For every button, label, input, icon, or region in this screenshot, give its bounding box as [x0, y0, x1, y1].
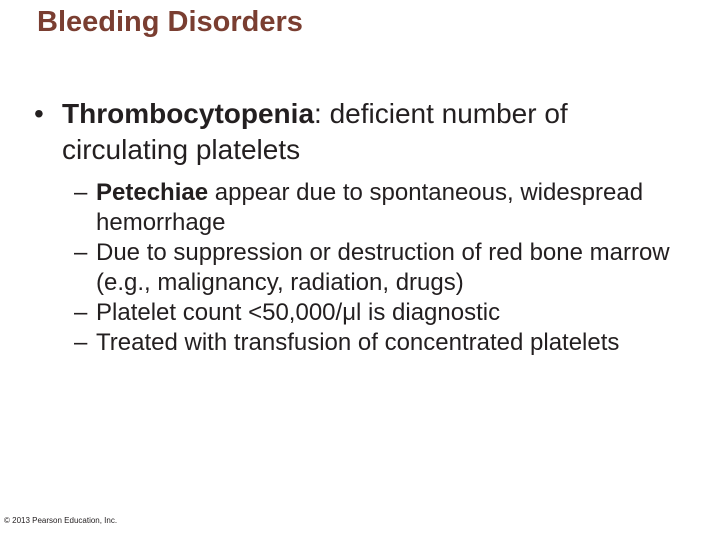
- sub-bullet-item: [74, 328, 694, 358]
- sub-bullet-text: Treated with transfusion of concentrated platelets: [96, 329, 620, 356]
- sub-bullet-item: [74, 178, 694, 238]
- sub-bullet-list: [74, 178, 694, 358]
- sub-bullet-text: Due to suppression or destruction of red bone marrow (e.g., malignancy, radiation, drugs): [96, 239, 670, 296]
- sub-bullet-item: [74, 298, 694, 328]
- main-bullet-text: : deficient number of circulating platelets: [62, 98, 568, 165]
- sub-bullet-dash: –: [74, 179, 88, 206]
- sub-bullet-text: Platelet count <50,000/μl is diagnostic: [96, 299, 501, 326]
- sub-bullet-item: [74, 238, 694, 298]
- sub-bullet-dash: –: [74, 299, 88, 326]
- main-bullet: [34, 96, 684, 168]
- bullet-dot: •: [34, 98, 44, 129]
- sub-bullet-bold: Petechiae: [96, 179, 209, 206]
- slide-title: Bleeding Disorders: [37, 6, 303, 38]
- sub-bullet-dash: –: [74, 239, 88, 266]
- main-bullet-term: Thrombocytopenia: [62, 98, 315, 129]
- sub-bullet-text: appear due to spontaneous, widespread hemorrhage: [96, 179, 644, 236]
- sub-bullet-dash: –: [74, 329, 88, 356]
- copyright-footer: © 2013 Pearson Education, Inc.: [4, 516, 118, 525]
